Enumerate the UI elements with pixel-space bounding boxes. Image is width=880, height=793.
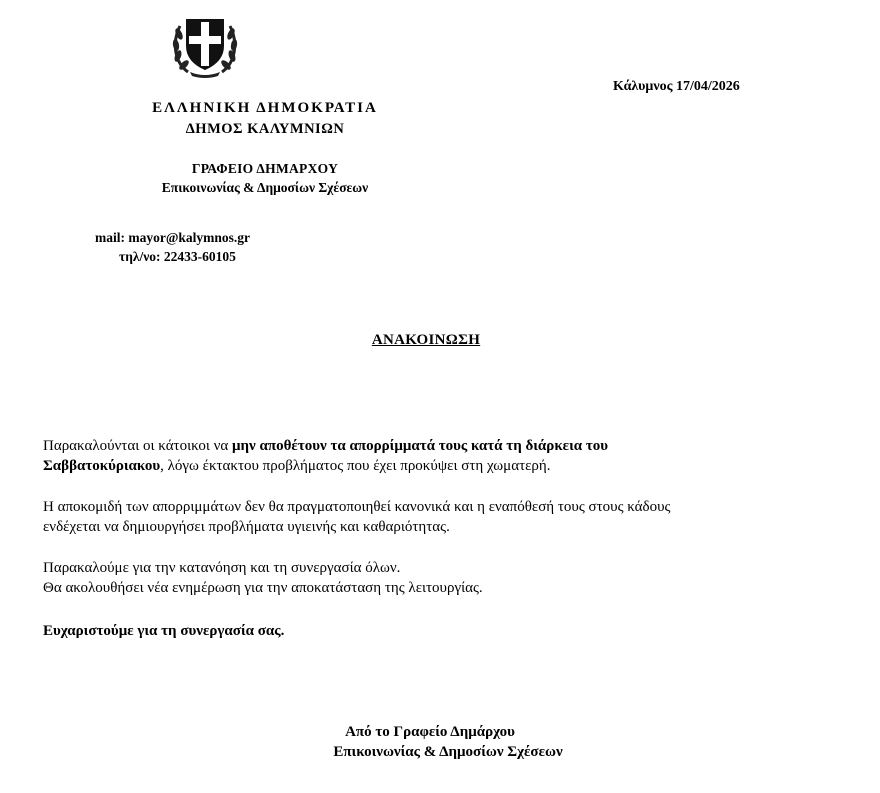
header-municipality: ΔΗΜΟΣ ΚΑΛΥΜΝΙΩΝ xyxy=(185,121,345,137)
header-department: Επικοινωνίας & Δημοσίων Σχέσεων xyxy=(161,180,369,195)
p1-l2-plain: , λόγω έκτακτου προβλήματος που έχει προκύψει στη χωματερή. xyxy=(160,458,551,474)
paragraph-2 xyxy=(43,497,670,537)
paragraph-1 xyxy=(43,436,608,476)
header-office: ΓΡΑΦΕΙΟ ΔΗΜΑΡΧΟΥ xyxy=(191,161,339,176)
paragraph-3-line-1: Παρακαλούμε για την κατανόηση και τη συνεργασία όλων. xyxy=(43,560,401,576)
greek-coat-of-arms-icon xyxy=(170,12,240,80)
contact-email: mail: mayor@kalymnos.gr xyxy=(95,230,251,245)
paragraph-3-line-2: Θα ακολουθήσει νέα ενημέρωση για την αποκατάσταση της λειτουργίας. xyxy=(43,580,483,596)
p1-l1-bold: μην αποθέτουν τα απορρίμματά τους κατά τη διάρκεια του xyxy=(232,438,609,454)
p1-l2-bold: Σαββατοκύριακου xyxy=(43,458,161,474)
closing-thanks: Ευχαριστούμε για τη συνεργασία σας. xyxy=(43,623,285,639)
paragraph-1-line-2 xyxy=(43,456,608,476)
document-date: Κάλυμνος 17/04/2026 xyxy=(613,79,740,94)
paragraph-2-line-2: ενδέχεται να δημιουργήσει προβλήματα υγιεινής και καθαριότητας. xyxy=(43,519,450,535)
p1-l1-plain: Παρακαλούνται οι κάτοικοι να xyxy=(43,438,233,454)
paragraph-3 xyxy=(43,558,483,598)
announcement-title: ΑΝΑΚΟΙΝΩΣΗ xyxy=(371,332,481,348)
contact-phone: τηλ/νο: 22433-60105 xyxy=(119,249,236,264)
header-republic: ΕΛΛΗΝΙΚΗ ΔΗΜΟΚΡΑΤΙΑ xyxy=(152,100,378,116)
signature-line-1: Από το Γραφείο Δημάρχου xyxy=(345,724,515,740)
paragraph-2-line-1: Η αποκομιδή των απορριμμάτων δεν θα πραγματοποιηθεί κανονικά και η εναπόθεσή τους στους κάδους xyxy=(43,499,671,515)
signature-line-2: Επικοινωνίας & Δημοσίων Σχέσεων xyxy=(333,744,563,760)
paragraph-1-line-1 xyxy=(43,436,608,456)
